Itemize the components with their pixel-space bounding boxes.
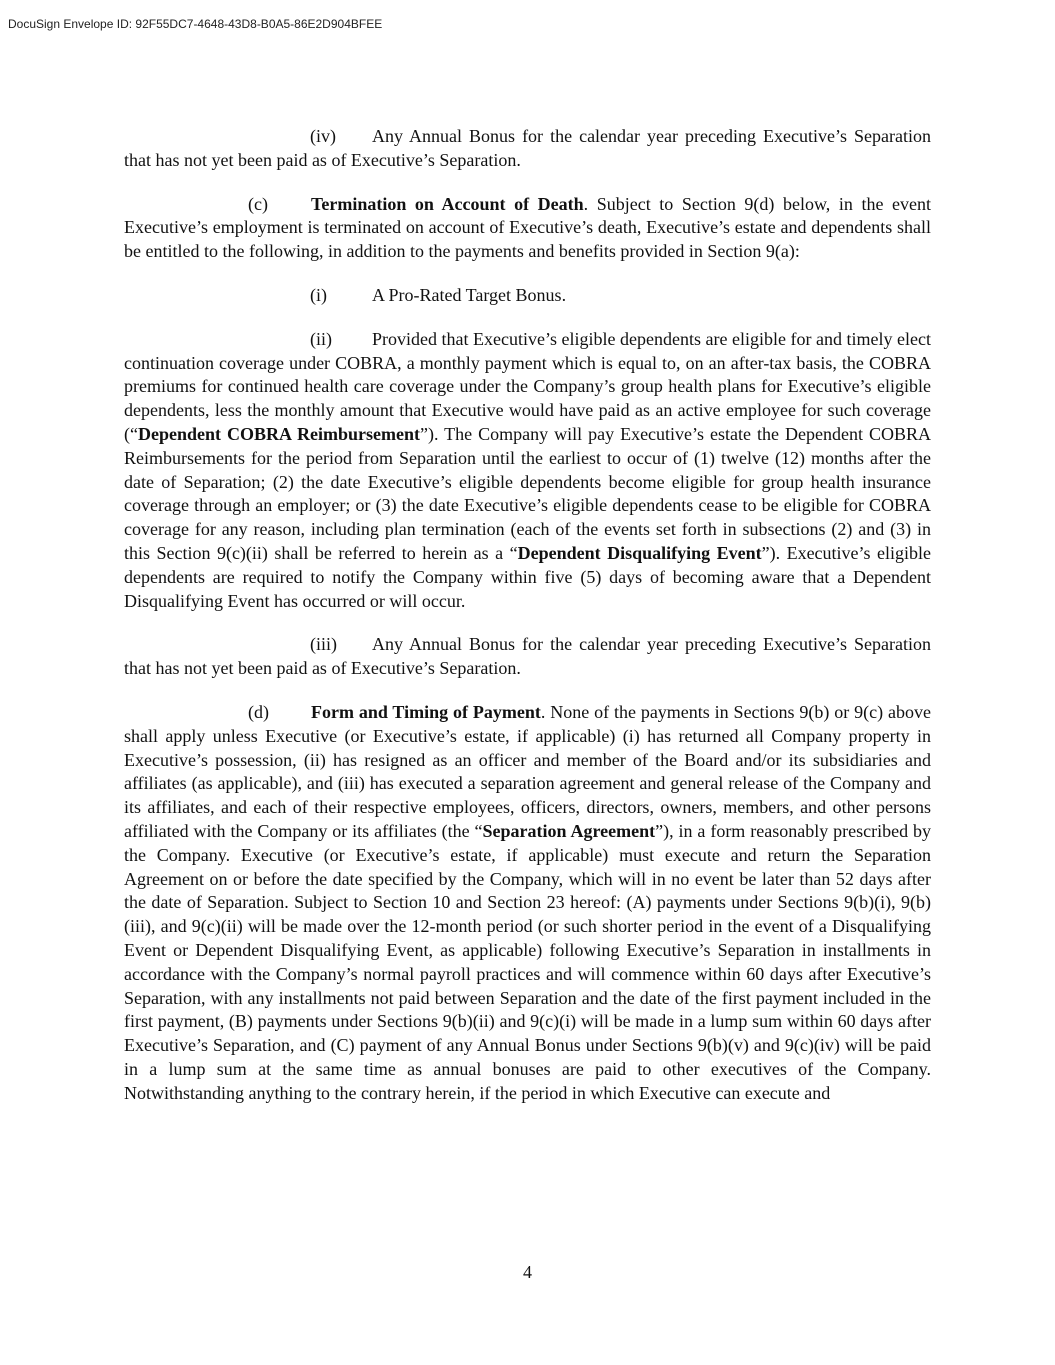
paragraph-b-iv bbox=[124, 125, 931, 173]
docusign-envelope-id: DocuSign Envelope ID: 92F55DC7-4648-43D8-B0A5-86E2D904BFEE bbox=[8, 17, 383, 31]
paragraph-d-form-timing bbox=[124, 701, 931, 1106]
paragraph-number: (iv) bbox=[310, 126, 336, 146]
paragraph-text: A Pro-Rated Target Bonus. bbox=[372, 284, 567, 305]
paragraph-text: ”), in a form reasonably prescribed by the Company. Executive (or Executive’s estate, if applicable) must execute and return the Separation Agreement on or before the date specified by the Company, which will in no event be later than 52 days after the date of Separation. Subject to Section 10 and Section 23 hereof: (A) payments under Sections 9(b)(i), 9(b)(iii), and 9(c)(ii) will be made over the 12-month period (or such shorter period in the event of a Disqualifying Event or Dependent Disqualifying Event, as applicable) following Executive’s Separation in installments in accordance with the Company’s normal payroll practices and will commence within 60 days after Executive’s Separation, with any installments not paid between Separation and the date of the first payment included in the first payment, (B) payments under Sections 9(b)(ii) and 9(c)(i) will be made in a lump sum within 60 days after Executive’s Separation, and (C) payment of any Annual Bonus under Sections 9(b)(v) and 9(c)(iv) will be paid in a lump sum at the same time as annual bonuses are paid to other executives of the Company. Notwithstanding anything to the contrary herein, if the period in which Executive can execute and bbox=[124, 820, 931, 1103]
paragraph-c-termination-death bbox=[124, 193, 931, 264]
paragraph-number: (d) bbox=[248, 701, 269, 722]
paragraph-number: (iii) bbox=[310, 634, 337, 655]
section-heading: Termination on Account of Death bbox=[311, 193, 584, 214]
paragraph-c-i bbox=[124, 284, 931, 308]
defined-term: Separation Agreement bbox=[482, 820, 656, 841]
defined-term: Dependent COBRA Reimbursement bbox=[137, 423, 420, 444]
defined-term: Dependent Disqualifying Event bbox=[517, 542, 762, 563]
paragraph-text: Any Annual Bonus for the calendar year preceding Executive’s Separation that has not yet been paid as of Executive’s Separation. bbox=[124, 126, 931, 170]
document-body bbox=[124, 125, 931, 1125]
paragraph-text: ”). The Company will pay Executive’s estate the Dependent COBRA Reimbursements for the period from Separation until the earliest to occur of (1) twelve (12) months after the date of Separation; (2) the date Executive’s eligible dependents become eligible for group health insurance coverage through an employer; or (3) the date Executive’s eligible dependents cease to be eligible for COBRA coverage for any reason, including plan termination (each of the events set forth in subsections (2) and (3) in this Section 9(c)(ii) shall be referred to herein as a “ bbox=[124, 423, 931, 563]
paragraph-number: (i) bbox=[310, 284, 327, 305]
paragraph-c-ii bbox=[124, 328, 931, 614]
paragraph-text: ”). Executive’s eligible dependents are required to notify the Company within five (5) days of becoming aware that a Dependent Disqualifying Event has occurred or will occur. bbox=[124, 542, 931, 611]
paragraph-text: . Subject to Section 9(d) below, in the event Executive’s employment is terminated on account of Executive’s death, Executive’s estate and dependents shall be entitled to the following, in addition to the payments and benefits provided in Section 9(a): bbox=[124, 193, 931, 262]
paragraph-text: . None of the payments in Sections 9(b) or 9(c) above shall apply unless Executive (or Executive’s estate, if applicable) (i) has returned all Company property in Executive’s possession, (ii) has resigned as an officer and member of the Board and/or its subsidiaries and affiliates (as applicable), and (iii) has executed a separation agreement and general release of the Company and its affiliates, and each of their respective employees, officers, directors, owners, members, and other persons affiliated with the Company or its affiliates (the “ bbox=[124, 701, 931, 841]
paragraph-text: Provided that Executive’s eligible dependents are eligible for and timely elect continuation coverage under COBRA, a monthly payment which is equal to, on an after-tax basis, the COBRA premiums for continued health care coverage under the Company’s group health plans for Executive’s eligible dependents, less the monthly amount that Executive would have paid as an active employee for such coverage (“ bbox=[124, 328, 931, 444]
paragraph-text: Any Annual Bonus for the calendar year preceding Executive’s Separation that has not yet been paid as of Executive’s Separation. bbox=[124, 634, 931, 679]
page-number: 4 bbox=[523, 1262, 532, 1282]
paragraph-number: (c) bbox=[248, 193, 268, 214]
paragraph-c-iii bbox=[124, 633, 931, 681]
paragraph-number: (ii) bbox=[310, 328, 332, 349]
section-heading: Form and Timing of Payment bbox=[311, 701, 541, 722]
